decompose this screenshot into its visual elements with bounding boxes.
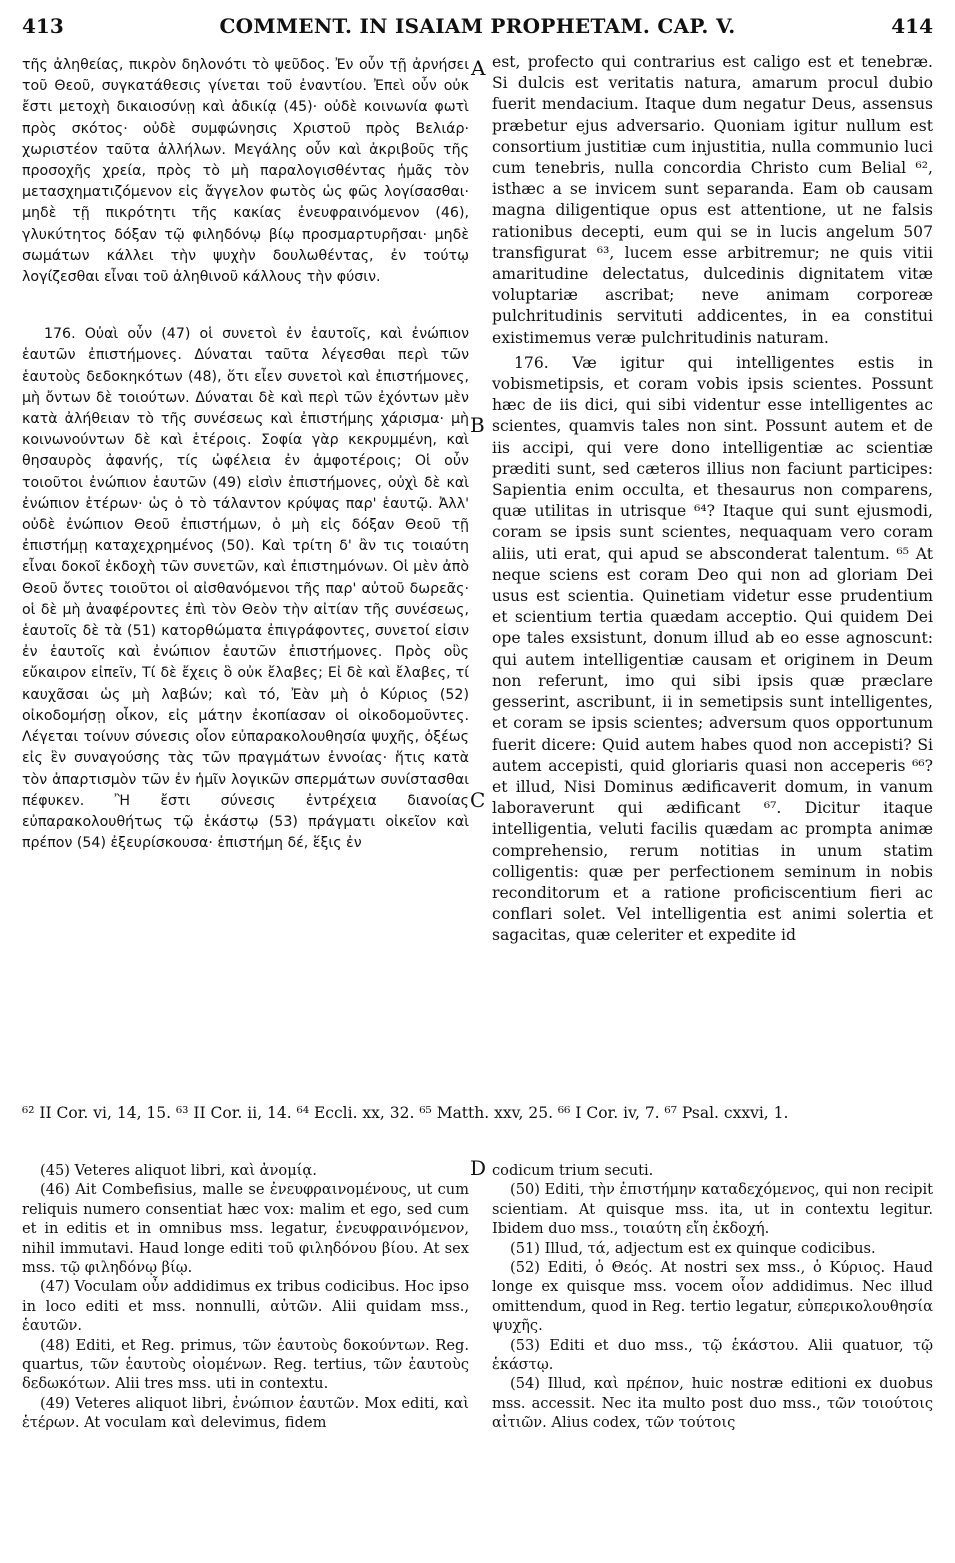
note-48: (48) Editi, et Reg. primus, τῶν ἑαυτοὺς δοκούντων. Reg. quartus, τῶν ἑαυτοὺς οἰομένων. Reg. tertius, τῶν ἑαυτοὺς δεδωκότων. Alii tres mss. uti in contextu. [22, 1336, 469, 1393]
scripture-references: ⁶² II Cor. vi, 14, 15. ⁶³ II Cor. ii, 14. ⁶⁴ Eccli. xx, 32. ⁶⁵ Matth. xxv, 25. ⁶⁶ I Cor. iv, 7. ⁶⁷ Psal. cxxvi, 1. [22, 1104, 789, 1122]
latin-paragraph-1: est, profecto qui contrarius est caligo est et tenebræ. Si dulcis est veritatis natura, amarum procul dubio fuerit mendacium. Itaque dum negatur Deus, assensus præbetur ejus adversario. Quoniam igitur nullum est consortium justitiæ cum injustitia, nulla communio luci cum tenebris, nulla concordia Christo cum Belial ⁶², isthæc a se invicem sunt separanda. Eam ob causam magna diligentique opus est attentione, ut ne falsis rationibus decepti, eum qui se in lucis angelum 507 transfigurat ⁶³, lucem esse arbitremur; ne quis vitii amaritudine delectatus, dulcedinis dignitatem vitæ voluptariæ ascribat; neve animam corporeæ pulchritudinis servituti addicentes, in ea constitui existimemus veræ pulchritudinis naturam. [492, 53, 933, 347]
note-51: (51) Illud, τά, adjectum est ex quinque codicibus. [510, 1239, 876, 1257]
margin-letter-b: B [470, 413, 485, 437]
left-page-number: 413 [22, 14, 64, 38]
note-53: (53) Editi et duo mss., τῷ ἑκάστου. Alii quatuor, τῷ ἑκάστῳ. [492, 1336, 933, 1374]
note-45: (45) Veteres aliquot libri, καὶ ἀνομίᾳ. [40, 1162, 317, 1179]
note-46: (46) Ait Combefisius, malle se ἐνευφραινομένους, ut cum reliquis numero consentiat hæc vox: malim et ego, sed cum et in editis et in omnibus mss. legatur, ἐνευφραινόμενον, nihil immutavi. Haud longe editi τοῦ φιληδόνου βίου. At sex mss. τῷ φιληδόνῳ βίῳ. [22, 1181, 469, 1277]
note-47: (47) Voculam οὖν addidimus ex tribus codicibus. Hoc ipso in loco editi et mss. nonnulli, αὐτῶν. Alii quidam mss., ἑαυτῶν. [22, 1278, 469, 1335]
note-49: (49) Veteres aliquot libri, ἐνώπιον ἑαυτῶν. Mox editi, καὶ ἑτέρων. At voculam καὶ delevimus, fidem [22, 1394, 469, 1432]
greek-column [22, 55, 469, 854]
latin-paragraph-176: 176. Væ igitur qui intelligentes estis in vobismetipsis, et coram vobis ipsis scientes. Possunt hæc de iis dici, qui sibi videntur esse intelligentes ac scientes, quamvis tales non sint. Possunt autem et de iis accipi, qui vere dono intelligentiæ ac scientiæ præditi sunt, sed cæteros illius non faciunt participes: Sapientia enim occulta, et thesaurus non comparens, quæ utilitas in utrisque ⁶⁴? Itaque qui sunt ejusmodi, coram se ipsis sunt scientes, nequaquam vero coram aliis, uti erat, qui apud se absconderat talentum. ⁶⁵ At neque sciens est coram Deo qui non ad gloriam Dei usus est scientia. Quinetiam videtur esse prudentium et scientium tertia quædam acceptio. Qui quidem Dei ope tales exsistunt, donum illud ab eo esse agnoscunt: qui autem intelligentiæ causam et originem in Deum non referunt, imo qui sibi ipsis quæ præclare gesserint, ascribunt, ii in semetipsis sunt intelligentes, et coram se ipsis scientes; adversum quos opportunum fuerit dicere: Quid autem habes quod non accepisti? Si autem accepisti, quid gloriaris quasi non acceperis ⁶⁶? et illud, Nisi Dominus ædificaverit domum, in vanum laboraverunt qui ædificant ⁶⁷. Dicitur itaque intelligentia, veluti facilis quædam ac prompta animæ comprehensio, rerum notitias in unum statim colligentis: quæ per perfectionem seminum in nobis reconditorum et a ratione proficiscentium fieri ac conflari solet. Vel intelligentia est animi solertia et sagacitas, quæ celeriter et expedite id [492, 353, 933, 945]
note-50: (50) Editi, τὴν ἐπιστήμην καταδεχόμενος, qui non recipit scientiam. At quisque mss. ita, ut in contextu legitur. Ibidem duo mss., τοιαύτη εἴη ἐκδοχή. [492, 1181, 933, 1238]
right-page-number: 414 [891, 14, 933, 38]
notes-right-column [492, 1161, 933, 1433]
margin-letter-c: C [470, 788, 486, 812]
running-header [22, 14, 933, 44]
notes-left-column [22, 1161, 469, 1433]
note-49-continued: codicum trium secuti. [492, 1162, 654, 1179]
margin-letter-a: A [471, 56, 486, 80]
note-54: (54) Illud, καὶ πρέπον, huic nostræ editioni ex duobus mss. accessit. Nec ita multo post duo mss., τῶν τοιούτοις αἰτιῶν. Alius codex, τῶν τούτοις [492, 1375, 933, 1432]
greek-paragraph-176: 176. Οὐαὶ οὖν (47) οἱ συνετοὶ ἐν ἑαυτοῖς, καὶ ἐνώπιον ἑαυτῶν ἐπιστήμονες. Δύναται ταῦτα λέγεσθαι περὶ τῶν ἑαυτοὺς δεδοκηκότων (48), ὅτι εἶεν συνετοὶ καὶ ἐπιστήμονες, μὴ ὄντων δὲ τοιούτων. Δύναται δὲ καὶ περὶ τῶν ἐχόντων μὲν κατὰ ἀλήθειαν τὸ τῆς συνέσεως καὶ ἐπιστήμης χάρισμα· μὴ κοινωνούντων δὲ καὶ ἑτέροις. Σοφία γὰρ κεκρυμμένη, καὶ θησαυρὸς ἀφανής, τίς ὠφέλεια ἐν ἀμφοτέροις; Οἱ οὖν τοιοῦτοι ἐνώπιον ἑαυτῶν (49) εἰσὶν ἐπιστήμονες, οὐχὶ δὲ καὶ ἐνώπιον ἑτέρων· ὡς ὁ τὸ τάλαντον κρύψας παρ' ἑαυτῷ. Ἀλλ' οὐδὲ ἐνώπιον Θεοῦ ἐπιστήμων, ὁ μὴ εἰς δόξαν Θεοῦ τῇ ἐπιστήμῃ καταχεχρημένος (50). Καὶ τρίτη δ' ἂν τις τοιαύτη εἶναι δοκοῖ ἐκδοχὴ τῶν συνετῶν, καὶ ἐπιστημόνων. Οἱ μὲν ἀπὸ Θεοῦ ὄντες τοιοῦτοι οἱ αἰσθανόμενοι τῆς παρ' αὐτοῦ δωρεᾶς· οἱ δὲ μὴ ἀναφέροντες ἐπὶ τὸν Θεὸν τὴν αἰτίαν τῆς συνέσεως, ἑαυτοῖς δὲ τὰ (51) κατορθώματα ἐπιγράφοντες, συνετοί εἰσιν ἐν ἑαυτοῖς καὶ ἐνώπιον ἑαυτῶν ἐπιστήμονες. Πρὸς οὓς εὔκαιρον εἰπεῖν, Τί δὲ ἔχεις ὃ οὐκ ἔλαβες; Εἰ δὲ καὶ ἔλαβες, τί καυχᾶσαι ὡς μὴ λαβών; καὶ τό, Ἐὰν μὴ ὁ Κύριος (52) οἰκοδομήσῃ οἶκον, εἰς μάτην ἐκοπίασαν οἱ οἰκοδομοῦντες. Λέγεται τοίνυν σύνεσις οἷον εὐπαρακολουθησία ψυχῆς, ὀξέως εἰς ἓν συναγούσης τὰς τῶν πραγμάτων ἐννοίας· ἥτις κατὰ τὸν ἀπαρτισμὸν τῶν ἐν ἡμῖν λογικῶν σπερμάτων συνίστασθαι πέφυκεν. Ἢ ἔστι σύνεσις ἐντρέχεια διανοίας εὐπαρακολουθήτως τῷ ἑκάστῳ (53) πράγματι οἰκεῖον καὶ πρέπον (54) ἐξευρίσκουσα· ἐπιστήμη δέ, ἕξις ἐν [22, 326, 469, 852]
margin-letter-d: D [470, 1156, 487, 1180]
note-52: (52) Editi, ὁ Θεός. At nostri sex mss., ὁ Κύριος. Haud longe ex quisque mss. vocem οἷον addidimus. Nec illud omittendum, quod in Reg. tertio legatur, εὐπερικολουθησία ψυχῆς. [492, 1259, 933, 1335]
running-title: COMMENT. IN ISAIAM PROPHETAM. CAP. V. [219, 14, 736, 38]
greek-paragraph-1: τῆς ἀληθείας, πικρὸν δηλονότι τὸ ψεῦδος. Ἐν οὖν τῇ ἀρνήσει τοῦ Θεοῦ, συγκατάθεσις γίνεται τοῦ ἐναντίου. Ἐπεὶ οὖν οὐκ ἔστι μετοχὴ δικαιοσύνῃ καὶ ἀδικίᾳ (45)· οὐδὲ κοινωνία φωτὶ πρὸς σκότος· οὐδὲ συμφώνησις Χριστοῦ πρὸς Βελιάρ· χωριστέον ταῦτα ἀλλήλων. Μεγάλης οὖν καὶ ἀκριβοῦς τῆς προσοχῆς χρεία, πρὸς τὸ μὴ παραλογισθέντας ἡμᾶς τὸν μετασχηματιζόμενον εἰς ἄγγελον φωτὸς ὡς φῶς λογίσασθαι· μηδὲ τῇ πικρότητι τῆς κακίας ἐνευφραινόμενον (46), γλυκύτητος δόξαν τῷ φιληδόνῳ βίῳ προσμαρτυρῆσαι· μηδὲ σωμάτων κάλλει τὴν ψυχὴν δουλωθέντας, ἐν τούτῳ λογίζεσθαι εἶναι τοῦ ἀληθινοῦ κάλλους τὴν φύσιν. [22, 57, 469, 286]
latin-column [492, 52, 933, 947]
